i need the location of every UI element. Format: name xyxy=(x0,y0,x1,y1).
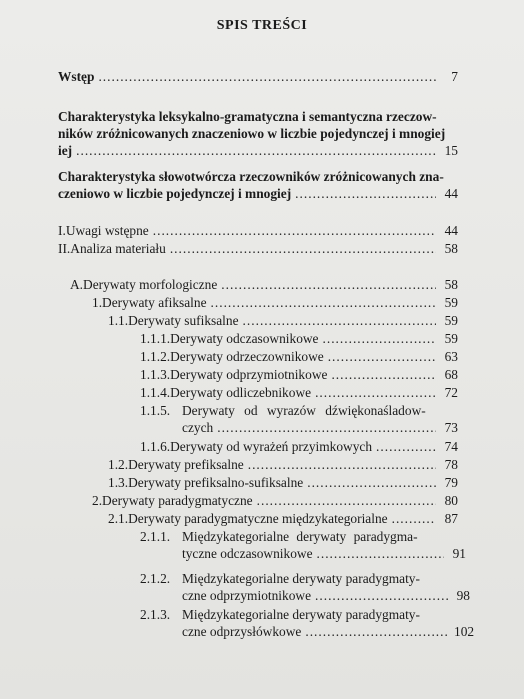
toc-entry-1-1 xyxy=(108,312,458,329)
dot-leader xyxy=(305,623,448,640)
toc-entry-text: Derywaty paradygmatyczne xyxy=(102,493,253,508)
page-title: SPIS TREŚCI xyxy=(216,18,308,33)
toc-entry-line: czeniowo w liczbie pojedynczej i mnogiej xyxy=(58,186,292,201)
dot-leader xyxy=(76,142,436,159)
toc-entry-text: Derywaty od wyrażeń przyimkowych xyxy=(170,439,373,454)
toc-entry-text: Derywaty morfologiczne xyxy=(83,277,218,292)
dot-leader xyxy=(257,492,436,509)
toc-entry-line: Derywaty od wyrazów dźwiękonaśladow- xyxy=(182,403,426,418)
toc-entry-number: II. xyxy=(58,241,71,256)
dot-leader xyxy=(153,222,436,239)
toc-entry-1-1-6 xyxy=(140,438,458,455)
toc-entry-line: Międzykategorialne derywaty paradygma- xyxy=(182,529,418,544)
toc-entry-line: ników zróżnicowanych znaczeniowo w liczbie pojedynczej i mnogiej xyxy=(58,126,446,141)
toc-entry-line: czych xyxy=(182,420,214,435)
toc-page-number: 74 xyxy=(444,439,458,454)
dot-leader xyxy=(211,294,436,311)
toc-entry-text: Derywaty odliczebnikowe xyxy=(170,385,312,400)
toc-entry-line: Międzykategorialne derywaty paradygmaty- xyxy=(182,571,420,586)
toc-entry-number: 1. xyxy=(92,295,103,310)
dot-leader xyxy=(170,240,436,257)
toc-entry-text: Uwagi wstępne xyxy=(65,223,149,238)
toc-entry-2-1 xyxy=(108,510,458,527)
toc-page-number: 59 xyxy=(444,313,458,328)
toc-entry-1 xyxy=(92,294,458,311)
toc-page-number: 73 xyxy=(444,420,458,435)
toc-entry-1-1-3 xyxy=(140,366,458,383)
toc-page-number: 58 xyxy=(444,277,458,292)
toc-entry-2-1-3 xyxy=(140,606,475,640)
toc-page-number: 59 xyxy=(444,295,458,310)
toc-entry-number: 1.1. xyxy=(108,313,129,328)
toc-entry-1-2 xyxy=(108,456,458,473)
toc-entry-2-1-1 xyxy=(140,528,466,562)
toc-entry-1-1-5 xyxy=(140,402,458,436)
toc-page-number: 98 xyxy=(456,588,470,603)
toc-page-number: 102 xyxy=(454,624,475,639)
toc-page-number: 59 xyxy=(444,331,458,346)
toc-page-number: 7 xyxy=(451,69,458,84)
toc-page-number: 78 xyxy=(444,457,458,472)
dot-leader xyxy=(317,545,444,562)
toc-entry-text: Derywaty sufiksalne xyxy=(128,313,239,328)
toc-entry-text: Derywaty odprzymiotnikowe xyxy=(170,367,328,382)
dot-leader xyxy=(315,587,448,604)
toc-page-number: 79 xyxy=(444,475,458,490)
dot-leader xyxy=(221,276,436,293)
toc-page-number: 68 xyxy=(444,367,458,382)
toc-entry-line: czne odprzymiotnikowe xyxy=(182,588,312,603)
toc-entry-number: 1.1.4. xyxy=(140,385,171,400)
toc-entry-number: 1.1.1. xyxy=(140,331,171,346)
toc-entry-1-1-4 xyxy=(140,384,458,401)
toc-entry-number: 2.1.2. xyxy=(140,571,171,586)
toc-entry-number: 2.1. xyxy=(108,511,129,526)
dot-leader xyxy=(315,384,436,401)
toc-entry-a xyxy=(70,276,458,293)
toc-entry-wstep xyxy=(58,68,458,85)
dot-leader xyxy=(331,366,436,383)
toc-page-number: 72 xyxy=(444,385,458,400)
toc-page-number: 87 xyxy=(444,511,458,526)
toc-entry-line: Charakterystyka słowotwórcza rzeczowników zróżnicowanych zna- xyxy=(58,169,444,184)
toc-entry-section-ii xyxy=(58,240,458,257)
toc-entry-number: A. xyxy=(70,277,84,292)
toc-entry-text: Derywaty prefiksalno-sufiksalne xyxy=(128,475,304,490)
toc-entry-chapter-1 xyxy=(58,108,458,159)
toc-entry-2-1-2 xyxy=(140,570,470,604)
toc-entry-number: 1.1.5. xyxy=(140,403,171,418)
toc-entry-line: Charakterystyka leksykalno-gramatyczna i semantyczna rzeczow- xyxy=(58,109,437,124)
toc-entry-text: Analiza materiału xyxy=(70,241,166,256)
toc-page-number: 58 xyxy=(444,241,458,256)
dot-leader xyxy=(98,68,436,85)
toc-entry-2 xyxy=(92,492,458,509)
dot-leader xyxy=(376,438,436,455)
toc-entry-number: I. xyxy=(58,223,66,238)
toc-entry-text: Derywaty paradygmatyczne międzykategorialne xyxy=(128,511,388,526)
toc-entry-number: 1.1.6. xyxy=(140,439,171,454)
toc-entry-1-1-1 xyxy=(140,330,458,347)
toc-entry-1-1-2 xyxy=(140,348,458,365)
toc-entry-number: 1.3. xyxy=(108,475,129,490)
toc-entry-number: 1.2. xyxy=(108,457,129,472)
dot-leader xyxy=(217,419,436,436)
toc-entry-line: tyczne odczasownikowe xyxy=(182,546,313,561)
toc-entry-text: Derywaty afiksalne xyxy=(102,295,207,310)
toc-entry-text: Derywaty odczasownikowe xyxy=(170,331,319,346)
toc-page-number: 80 xyxy=(444,493,458,508)
dot-leader xyxy=(295,185,436,202)
dot-leader xyxy=(328,348,436,365)
toc-entry-text: Derywaty prefiksalne xyxy=(128,457,244,472)
toc-entry-chapter-2 xyxy=(58,168,458,202)
toc-entry-number: 2.1.3. xyxy=(140,607,171,622)
dot-leader xyxy=(323,330,436,347)
toc-page-number: 44 xyxy=(444,186,458,201)
toc-entry-text: Wstęp xyxy=(58,69,95,84)
toc-entry-line: Międzykategorialne derywaty paradygmaty- xyxy=(182,607,420,622)
toc-page-number: 91 xyxy=(452,546,466,561)
toc-entry-number: 2. xyxy=(92,493,103,508)
toc-page-number: 15 xyxy=(444,143,458,158)
toc-entry-number: 1.1.3. xyxy=(140,367,171,382)
toc-page-number: 44 xyxy=(444,223,458,238)
toc-entry-1-3 xyxy=(108,474,458,491)
toc-entry-text: Derywaty odrzeczownikowe xyxy=(170,349,324,364)
toc-entry-number: 2.1.1. xyxy=(140,529,171,544)
toc-entry-number: 1.1.2. xyxy=(140,349,171,364)
dot-leader xyxy=(392,510,436,527)
toc-page-number: 63 xyxy=(444,349,458,364)
toc-entry-line: iej xyxy=(58,143,73,158)
toc-entry-section-i xyxy=(58,222,458,239)
toc-entry-line: czne odprzysłówkowe xyxy=(182,624,302,639)
dot-leader xyxy=(248,456,436,473)
dot-leader xyxy=(243,312,436,329)
dot-leader xyxy=(307,474,436,491)
